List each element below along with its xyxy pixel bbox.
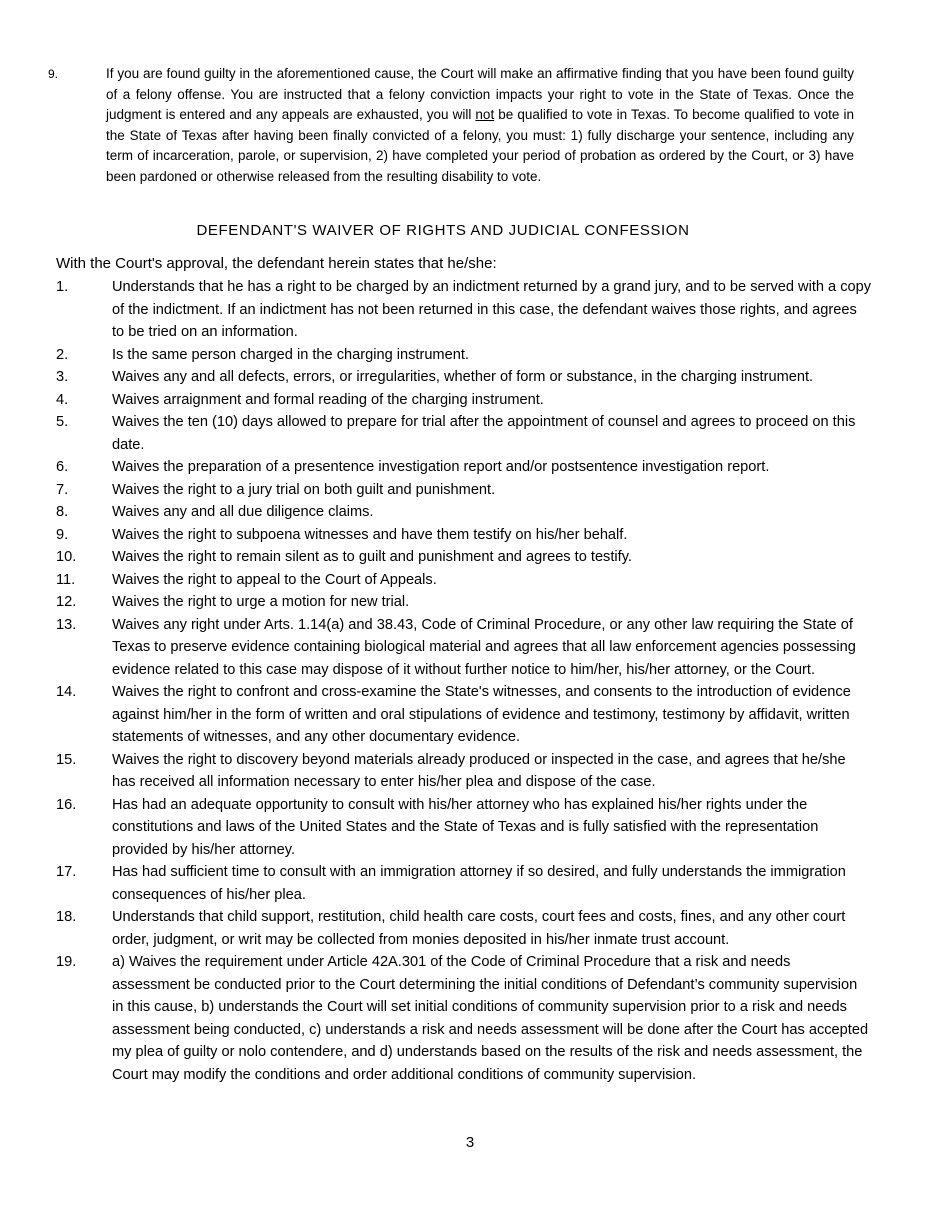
waiver-list	[56, 276, 876, 1086]
list-item	[56, 614, 876, 682]
list-item	[56, 456, 876, 479]
list-item-number: 14.	[56, 684, 77, 700]
list-item	[56, 569, 876, 592]
list-item-number: 8.	[56, 504, 69, 520]
list-item-number: 9.	[56, 526, 69, 543]
list-item-text: Waives the right to appeal to the Court of Appeals.	[112, 571, 437, 588]
list-item	[56, 591, 876, 614]
list-item-text: Understands that he has a right to be charged by an indictment returned by a grand jury, and to be served with a copy of the indictment. If an indictment has not been returned in this case, the defendant waives those rights, and agrees to be tried on an information.	[112, 279, 872, 340]
paragraph-9-number: 9.	[48, 67, 59, 81]
paragraph-9	[48, 64, 868, 187]
list-item-number: 12.	[56, 594, 77, 610]
list-item-number: 13.	[56, 616, 77, 633]
list-item-number: 15.	[56, 751, 77, 768]
list-item	[56, 501, 876, 524]
list-item	[56, 276, 876, 344]
list-item-text: Waives any right under Arts. 1.14(a) and 38.43, Code of Criminal Procedure, or any other law requiring the State of Texas to preserve evidence containing biological material and agrees that all law enforcement agencies possessing evidence related to this case may dispose of it without further notice to him/her, his/her attorney, or the Court.	[112, 616, 856, 678]
list-item-number: 4.	[56, 391, 69, 408]
paragraph-9-underlined-word: not	[475, 107, 495, 122]
list-item	[56, 749, 876, 794]
list-item-number: 17.	[56, 864, 77, 880]
list-item-number: 11.	[56, 571, 76, 588]
intro-text: With the Court's approval, the defendant herein states that he/she:	[56, 255, 497, 272]
list-item	[56, 794, 876, 862]
page-number: 3	[465, 1134, 475, 1151]
list-item-number: 7.	[56, 481, 69, 498]
list-item-text: Waives the right to remain silent as to guilt and punishment and agrees to testify.	[112, 549, 632, 565]
list-item	[56, 861, 876, 906]
list-item-number: 18.	[56, 909, 77, 925]
list-item-text: Is the same person charged in the charging instrument.	[112, 346, 469, 363]
paragraph-9-text	[106, 64, 854, 187]
list-item	[56, 524, 876, 547]
list-item	[56, 479, 876, 502]
list-item-text: Understands that child support, restitution, child health care costs, court fees and costs, fines, and any other court order, judgment, or writ may be collected from monies deposited in his/her inmate trust account.	[112, 909, 846, 948]
list-item-number: 3.	[56, 369, 69, 385]
list-item	[56, 344, 876, 367]
paragraph-9-text-part: be qualified to vote in Texas. To become qualified to vote in the State of Texas after having been finally convicted of a felony, you must: 1) fully discharge your sentence, including any term of incarceration, parole, or supervision, 2) have completed your period of probation as ordered by the Court, or 3) have been pardoned or otherwise released from the resulting disability to vote.	[106, 107, 855, 184]
list-item-text: Waives the right to discovery beyond materials already produced or inspected in the case, and agrees that he/she has received all information necessary to enter his/her plea and dispose of the case.	[112, 751, 846, 790]
paragraph-9-text-part: If you are found guilty in the aforementioned cause, the Court will make an affirmative finding that you have been found guilty of a felony offense. You are instructed that a felony conviction impacts your right to vote in the State of Texas. Once the judgment is entered and any appeals are exhausted, you will	[106, 66, 854, 122]
list-item	[56, 906, 876, 951]
list-item	[56, 951, 876, 1086]
list-item-number: 19.	[56, 954, 77, 970]
list-item-number: 6.	[56, 459, 69, 475]
list-item	[56, 366, 876, 389]
list-item-number: 2.	[56, 346, 69, 363]
list-item-text: Waives the right to a jury trial on both guilt and punishment.	[112, 481, 496, 498]
list-item-text: Has had sufficient time to consult with an immigration attorney if so desired, and fully understands the immigration consequences of his/her plea.	[112, 864, 846, 903]
list-item-number: 5.	[56, 414, 69, 430]
list-item-number: 10.	[56, 549, 77, 565]
list-item-text: Waives any and all defects, errors, or irregularities, whether of form or substance, in the charging instrument.	[112, 369, 814, 385]
list-item-number: 1.	[56, 279, 69, 295]
list-item-text: Waives the right to urge a motion for new trial.	[112, 594, 410, 610]
list-item-text: a) Waives the requirement under Article 42A.301 of the Code of Criminal Procedure that a risk and needs assessment be conducted prior to the Court determining the initial conditions of Defendant’s community supervision in this cause, b) understands the Court will set initial conditions of community supervision prior to a risk and needs assessment being conducted, c) understands a risk and needs assessment will be done after the Court has accepted my plea of guilty or nolo contendere, and d) understands based on the results of the risk and needs assessment, the Court may modify the conditions and order additional conditions of community supervision.	[112, 954, 869, 1083]
section-heading: DEFENDANT'S WAIVER OF RIGHTS AND JUDICIAL CONFESSION	[196, 222, 690, 239]
list-item-text: Waives the right to subpoena witnesses and have them testify on his/her behalf.	[112, 526, 628, 543]
list-item	[56, 546, 876, 569]
list-item	[56, 681, 876, 749]
list-item-text: Has had an adequate opportunity to consult with his/her attorney who has explained his/her rights under the constitutions and laws of the United States and the State of Texas and is fully satisfied with the representation provided by his/her attorney.	[112, 796, 819, 858]
list-item-text: Waives arraignment and formal reading of the charging instrument.	[112, 391, 544, 408]
list-item-text: Waives the right to confront and cross-examine the State's witnesses, and consents to the introduction of evidence against him/her in the form of written and oral stipulations of evidence and testimony, testimony by affidavit, written statements of witnesses, and any other documentary evidence.	[112, 684, 851, 745]
list-item	[56, 389, 876, 412]
list-item-number: 16.	[56, 796, 77, 813]
list-item-text: Waives the preparation of a presentence investigation report and/or postsentence investigation report.	[112, 459, 770, 475]
list-item-text: Waives any and all due diligence claims.	[112, 504, 374, 520]
list-item-text: Waives the ten (10) days allowed to prepare for trial after the appointment of counsel and agrees to proceed on this date.	[112, 414, 856, 453]
list-item	[56, 411, 876, 456]
